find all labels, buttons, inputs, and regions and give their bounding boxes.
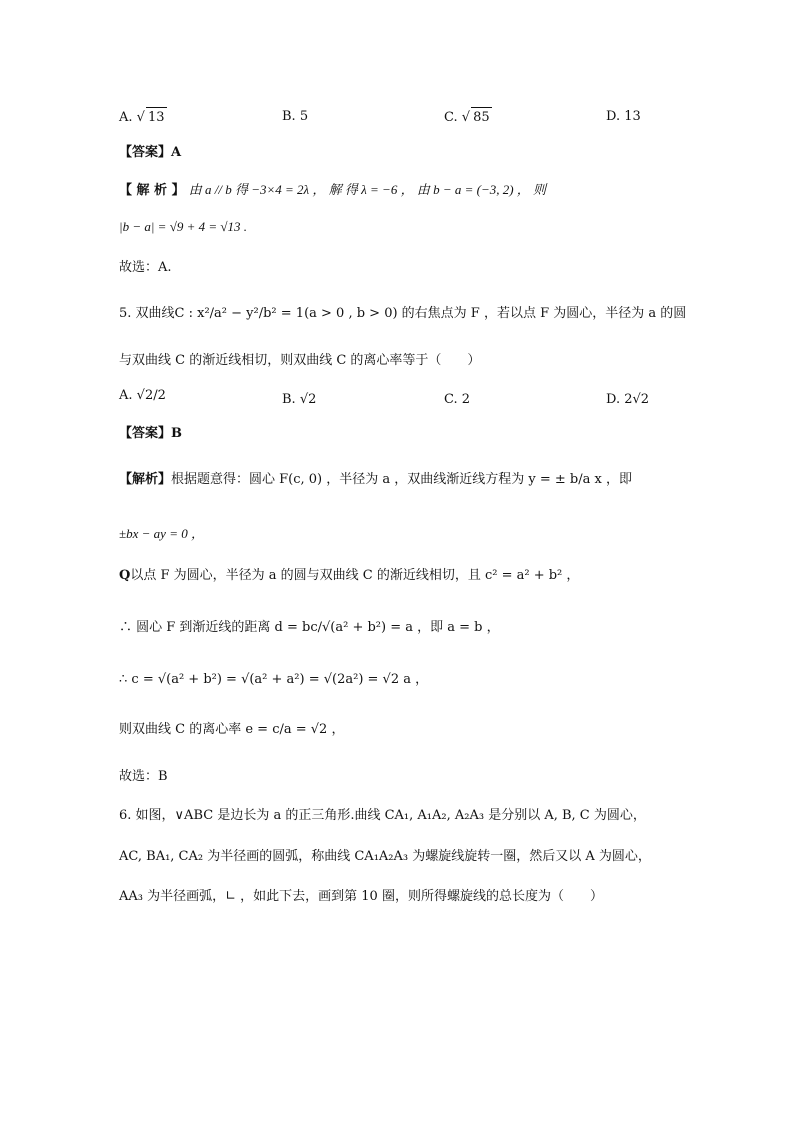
q6-stem-line-1: 6. 如图，∨ABC 是边长为 a 的正三角形.曲线 CA₁, A₁A₂, A₂A₃ 是分别以 A, B, C 为圆心， [119,808,646,823]
option-label: D. [606,392,621,407]
q4-option-a [119,107,167,128]
option-value: 2 [461,392,471,407]
q4-answer [119,143,181,163]
q4-conclusion: 故选：A. [119,260,172,275]
answer-value: A [171,145,182,160]
q5-analysis-line-1 [119,470,632,490]
q5-option-a [119,386,166,406]
q5-option-c [444,390,470,410]
q6-stem-line-3: AA₃ 为半径画弧，∟ ，如此下去，画到第 10 圈，则所得螺旋线的总长度为（ ） [119,889,603,904]
answer-value: B [171,426,183,441]
option-value: √2/2 [136,388,166,403]
q4-analysis-line-1 [119,180,675,201]
q5-conclusion: 故选：B [119,769,168,784]
option-label: B. [282,392,296,407]
analysis-text: 根据题意得：圆心 F(c, 0) ，半径为 a ，双曲线渐近线方程为 y = ± b/a x ，即 [171,472,632,487]
q4-option-b [282,107,308,127]
q4-analysis-line-2: |b − a| = √9 + 4 = √13 . [119,219,248,234]
q5-option-d [606,390,649,410]
q4-option-d [606,107,641,127]
option-label: C. [444,392,458,407]
analysis-text: 以点 F 为圆心，半径为 a 的圆与双曲线 C 的渐近线相切，且 c² = a² + b² ， [130,568,580,583]
sqrt-icon: √ [136,110,145,125]
q5-analysis-line-6: 则双曲线 C 的离心率 e = c/a = √2 ， [119,722,345,737]
q5-stem-line-2: 与双曲线 C 的渐近线相切，则双曲线 C 的离心率等于（ ） [119,353,481,368]
because-icon: Q [119,568,131,583]
option-value: 13 [146,107,167,128]
option-value: 85 [471,107,492,128]
option-label: A. [119,110,133,125]
q5-answer [119,424,182,444]
analysis-label: 【解析】 [119,472,172,487]
option-label: B. [282,109,296,124]
option-value: 2√2 [624,392,650,407]
q5-analysis-line-5: ∴ c = √(a² + b²) = √(a² + a²) = √(2a²) = √2 a ， [119,672,429,687]
option-value: 5 [299,109,309,124]
q5-analysis-line-2: ±bx − ay = 0 ， [119,526,204,541]
answer-label: 【答案】 [119,145,172,160]
q5-analysis-line-3 [119,566,579,586]
option-label: A. [119,388,133,403]
option-label: C. [444,110,458,125]
analysis-label: 【 解 析 】 [119,183,185,198]
q4-option-c [444,107,492,128]
option-value: 13 [624,109,641,124]
option-value: √2 [299,392,317,407]
q5-analysis-line-4: ∴ 圆心 F 到渐近线的距离 d = bc/√(a² + b²) = a ，即 a = b ， [119,620,500,635]
sqrt-icon: √ [461,110,471,125]
q5-option-b [282,390,316,410]
option-label: D. [606,109,621,124]
analysis-text: 由 a // b 得 −3×4 = 2λ ， 解 得 λ = −6 ， 由 b − a = (−3, 2) ， 则 [188,182,547,197]
q6-stem-line-2: AC, BA₁, CA₂ 为半径画的圆弧，称曲线 CA₁A₂A₃ 为螺旋线旋转一圈，然后又以 A 为圆心， [119,849,651,864]
q5-stem-line-1: 5. 双曲线C : x²/a² − y²/b² = 1(a > 0 , b > 0) 的右焦点为 F ，若以点 F 为圆心，半径为 a 的圆 [119,306,687,321]
answer-label: 【答案】 [119,426,172,441]
